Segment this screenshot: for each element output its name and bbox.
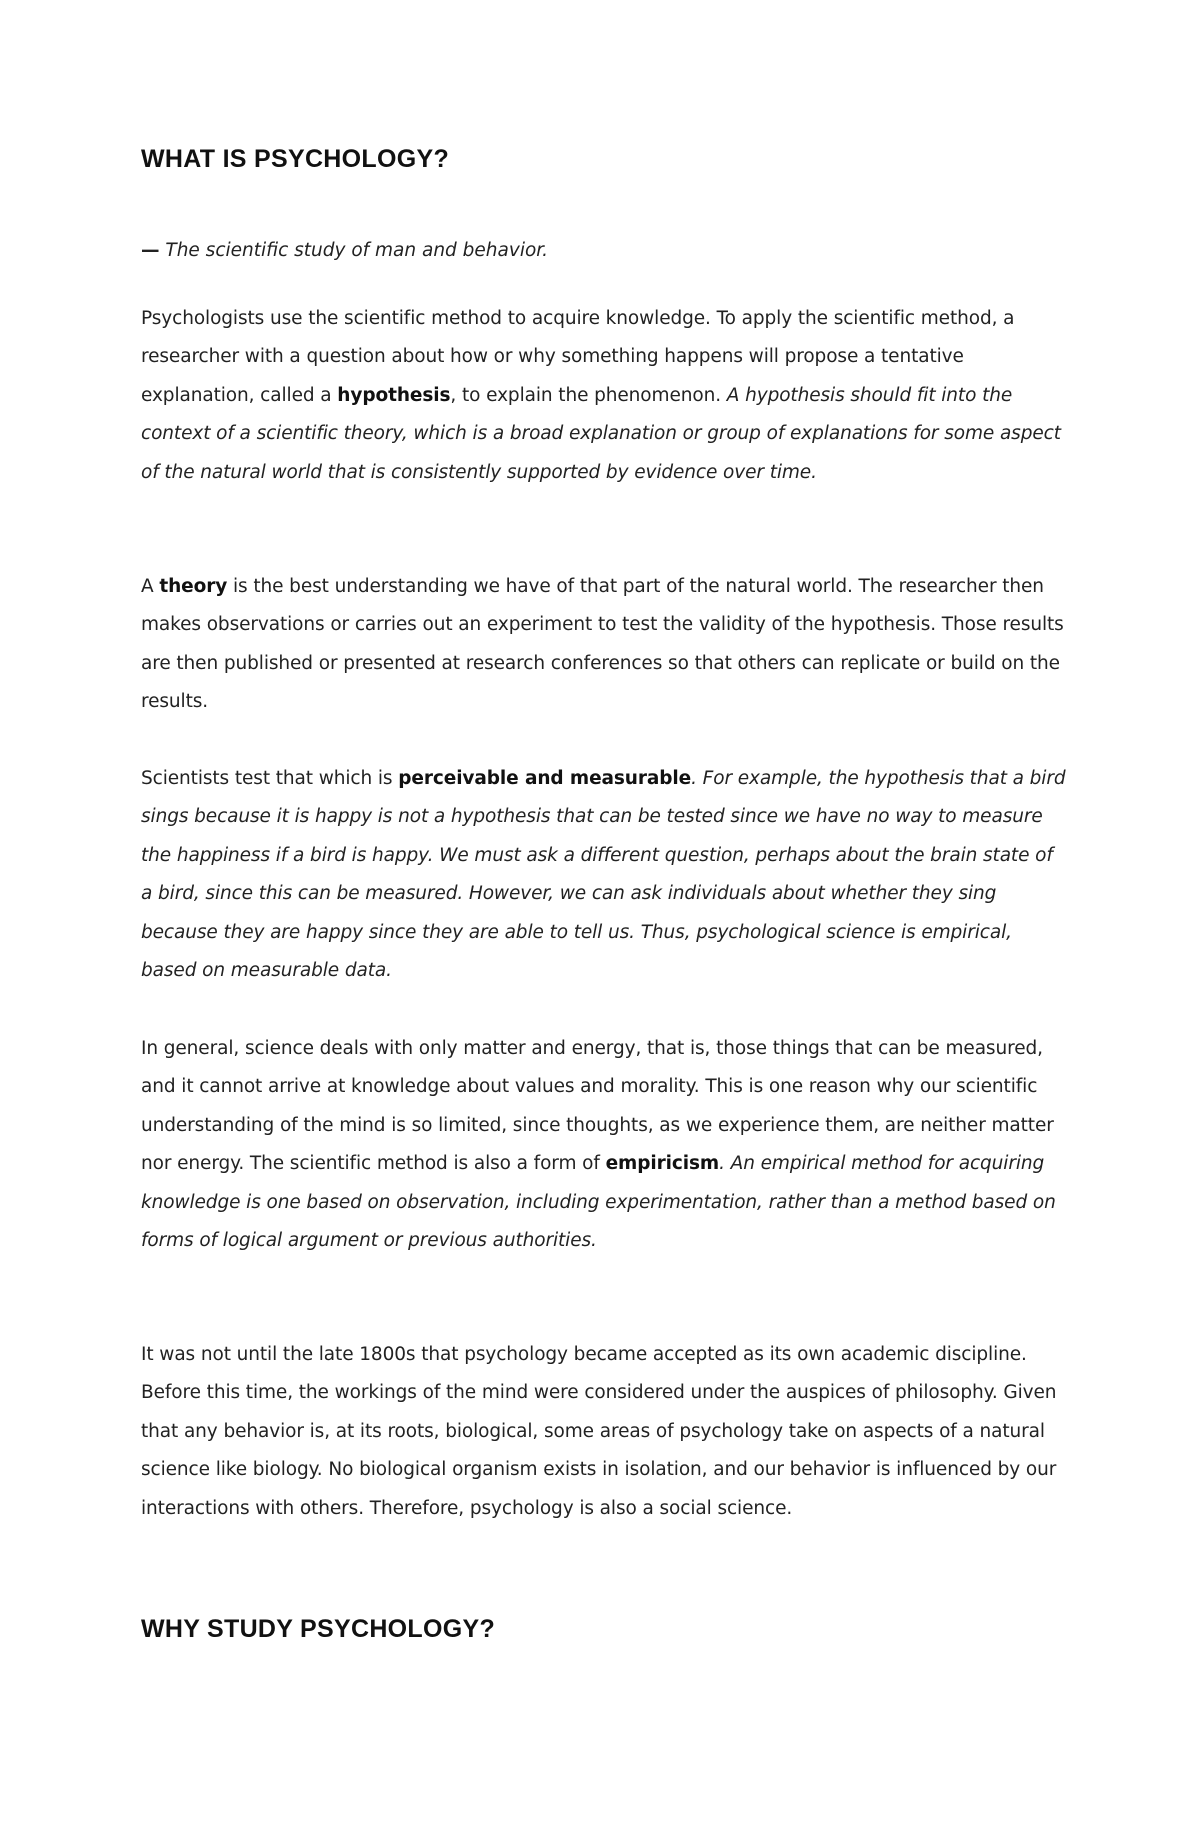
p5-text-a: It was not until the late 1800s that psychology became accepted as its own academic discipline. Before this time, the workings of the mind were considered under the auspices of philosophy. Given that any behavior is, at its roots, biological, some areas of psychology take on aspects of a natural science like biology. No biological organism exists in isolation, and our behavior is influenced by our interactions with others. Therefore, psychology is also a social science. [141,1344,1057,1519]
p3-text-a: Scientists test that which is [141,768,399,789]
heading-what-is-psychology: WHAT IS PSYCHOLOGY? [141,145,450,173]
p2-text-c: is the best understanding we have of that part of the natural world. The researcher then makes observations or carries out an experiment to test the validity of the hypothesis. Those results are then published or presented at research conferences so that others can replicate or build on the results. [141,576,1064,713]
p4-text-c: . An empirical method for acquiring knowledge is one based on observation, including experimentation, rather than a method based on forms of logical argument or previous authorities. [141,1153,1056,1252]
term-perceivable-measurable: perceivable and measurable [398,768,692,789]
paragraph-theory [141,568,1066,722]
paragraph-measurable [141,760,1066,990]
definition-line [141,232,548,270]
paragraph-empiricism [141,1030,1066,1260]
p3-text-c: . For example, the hypothesis that a bird sings because it is happy is not a hypothesis that can be tested since we have no way to measure the happiness if a bird is happy. We must ask a different question, perhaps about the brain state of a bird, since this can be measured. However, we can ask individuals about whether they sing because they are happy since they are able to tell us. Thus, psychological science is empirical, based on measurable data. [141,768,1066,982]
p1-text-a: Psychologists use the scientific method to acquire knowledge. To apply the scientific method, a researcher with a question about how or why something happens will propose a tentative explanation, called a [141,308,1015,406]
p1-text-d: A hypothesis should fit into the context of a scientific theory, which is a broad explanation or group of explanations for some aspect of the natural world that is consistently supported by evidence over time. [141,384,1061,483]
term-empiricism: empiricism [605,1153,720,1175]
paragraph-scientific-method [141,300,1066,492]
heading-why-study-psychology: WHY STUDY PSYCHOLOGY? [141,1615,496,1643]
definition-dash: — [141,240,160,261]
term-theory: theory [159,576,228,597]
p2-text-a: A [141,576,160,597]
term-hypothesis: hypothesis [337,384,451,406]
paragraph-history [141,1336,1066,1528]
p4-text-a: In general, science deals with only matter and energy, that is, those things that can be measured, and it cannot arrive at knowledge about values and morality. This is one reason why our scientific understanding of the mind is so limited, since thoughts, as we experience them, are neither matter nor energy. The scientific method is also a form of [141,1038,1054,1175]
definition-text: The scientific study of man and behavior. [165,240,549,261]
p1-text-c: , to explain the phenomenon. [450,384,727,406]
